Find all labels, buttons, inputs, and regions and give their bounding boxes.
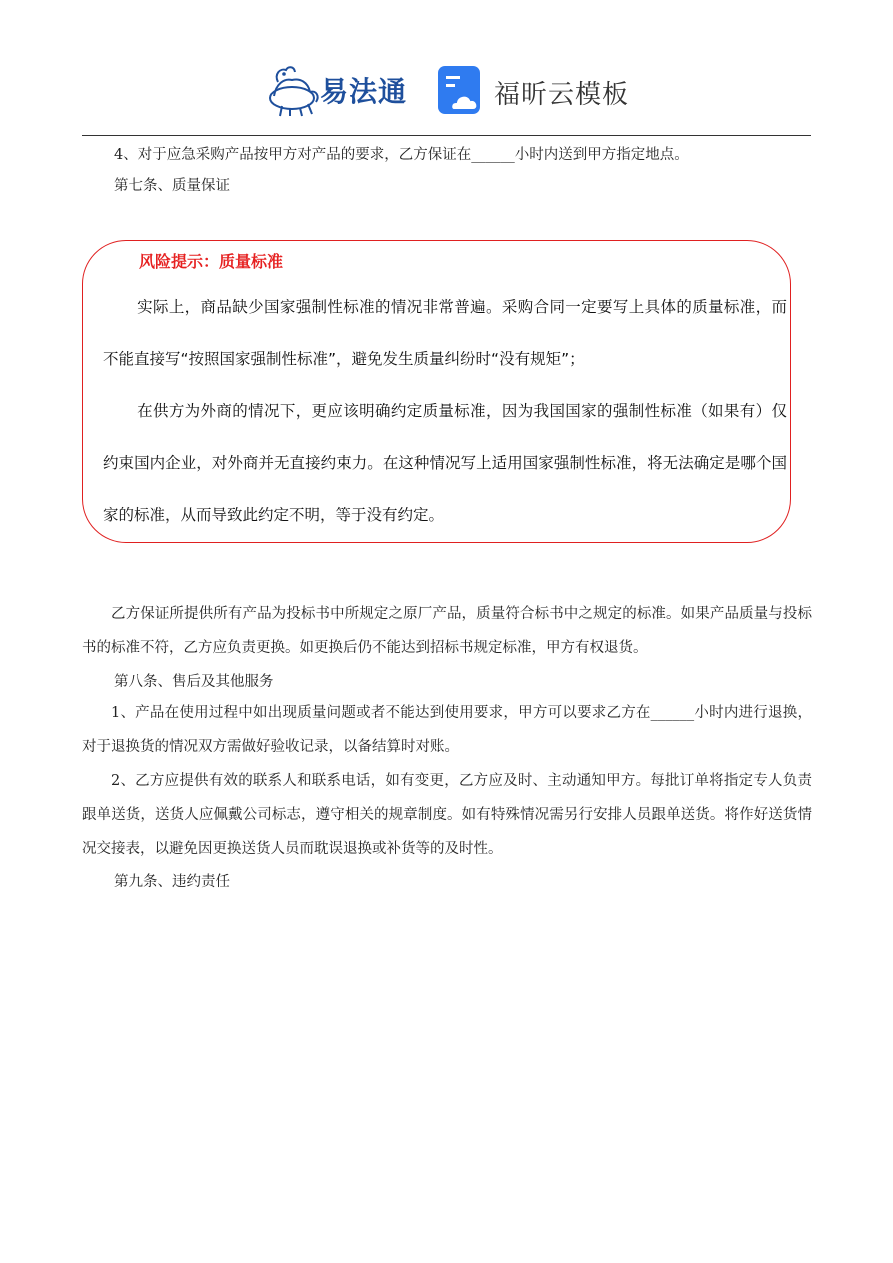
article-9-title: 第九条、违约责任 [114, 874, 230, 890]
risk-paragraph-2: 在供方为外商的情况下，更应该明确约定质量标准，因为我国国家的强制性标准（如果有）仅约束国内企业，对外商并无直接约束力。在这种情况写上适用国家强制性标准，将无法确定是哪个国家的标准，从而导致此约定不明，等于没有约定。 [103, 402, 787, 524]
risk-paragraph-1: 实际上，商品缺少国家强制性标准的情况非常普遍。采购合同一定要写上具体的质量标准，而不能直接写“按照国家强制性标准”，避免发生质量纠纷时“没有规矩”； [103, 298, 787, 368]
risk-notice-box [82, 240, 791, 543]
article-8-title: 第八条、售后及其他服务 [114, 674, 274, 690]
cloud-document-icon [436, 64, 486, 118]
logo1-text: 易法通 [320, 75, 408, 108]
qilin-icon [262, 62, 322, 118]
logo2-text: 福昕云模板 [494, 80, 630, 110]
clause-4-text: 4、对于应急采购产品按甲方对产品的要求，乙方保证在______小时内送到甲方指定地点。 [114, 147, 689, 163]
article-7-title: 第七条、质量保证 [114, 178, 230, 194]
quality-guarantee-paragraph: 乙方保证所提供所有产品为投标书中所规定之原厂产品，质量符合标书中之规定的标准。如果产品质量与投标书的标准不符，乙方应负责更换。如更换后仍不能达到招标书规定标准，甲方有权退货。 [82, 606, 812, 656]
foxit-cloud-template-logo [436, 64, 636, 120]
header-divider [82, 135, 811, 136]
risk-notice-title: 风险提示：质量标准 [139, 252, 284, 271]
risk-notice-body [103, 281, 787, 541]
yifatong-logo [262, 62, 412, 118]
service-clause-2: 2、乙方应提供有效的联系人和联系电话，如有变更，乙方应及时、主动通知甲方。每批订单将指定专人负责跟单送货，送货人应佩戴公司标志，遵守相关的规章制度。如有特殊情况需另行安排人员跟单送货。将作好送货情况交接表，以避免因更换送货人员而耽误退换或补货等的及时性。 [82, 773, 812, 857]
page-header [0, 60, 893, 130]
service-clause-1: 1、产品在使用过程中如出现质量问题或者不能达到使用要求，甲方可以要求乙方在______小时内进行退换，对于退换货的情况双方需做好验收记录，以备结算时对账。 [82, 705, 812, 755]
